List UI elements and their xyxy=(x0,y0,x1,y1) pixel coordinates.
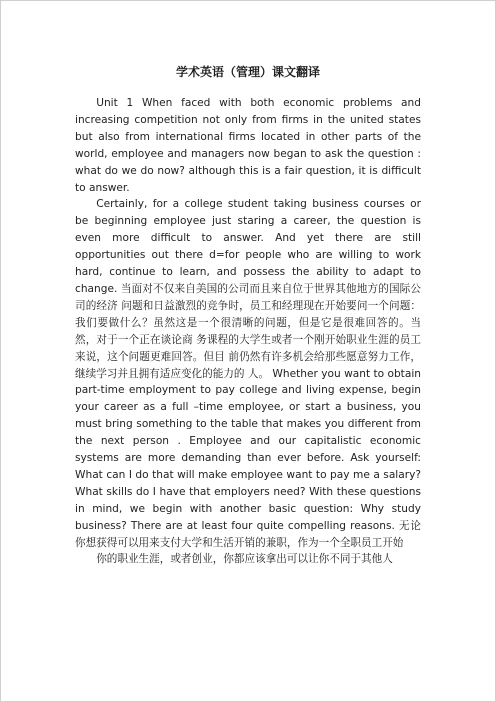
paragraph-2: Certainly, for a college student taking business courses or be beginning employee just staring a career, the question is even more difficult to answer. And yet there are still opportunities out there d=for people who are willing to work hard, continue to learn, and possess the ability to adapt to change. 当面对不仅来自美国的公司而且来自位于世界其他地方的国际公司的经济 问题和日益激烈的竞争时，员工和经理现在开始要问一个问题：我们要做什么？虽然这是一个很清晰的问题，但是它是很难回答的。当然，对于一个正在谈论商 务课程的大学生或者一个刚开始职业生涯的员工来说，这个问题更难回答。但目 前仍然有许多机会给那些愿意努力工作，继续学习并且拥有适应变化的能力的 人。 Whether you want to obtain part-time employment to pay college and living expense, begin your career as a full –time employee, or start a business, you must bring something to the table that makes you different from the next person . Employee and our capitalistic economic systems are more demanding than ever before. Ask yourself: What can I do that will make employee want to pay me a salary? What skills do I have that employers need? With these questions in mind, we begin with another basic question: Why study business? There are at least four quite compelling reasons. 无论你想获得可以用来支付大学和生活开销的兼职，作为一个全职员工开始 xyxy=(75,198,421,549)
paragraph-3: 你的职业生涯，或者创业，你都应该拿出可以让你不同于其他人 xyxy=(96,553,393,566)
document-title: 学术英语（管理）课文翻译 xyxy=(175,65,320,79)
document-body xyxy=(75,95,421,568)
paragraph-1: Unit 1 When faced with both economic problems and increasing competition not only from firms in the united states but also from international firms located in other parts of the world, employee and managers now began to ask the question : what do we do now? although this is a fair question, it is difficult to answer. xyxy=(75,97,421,194)
